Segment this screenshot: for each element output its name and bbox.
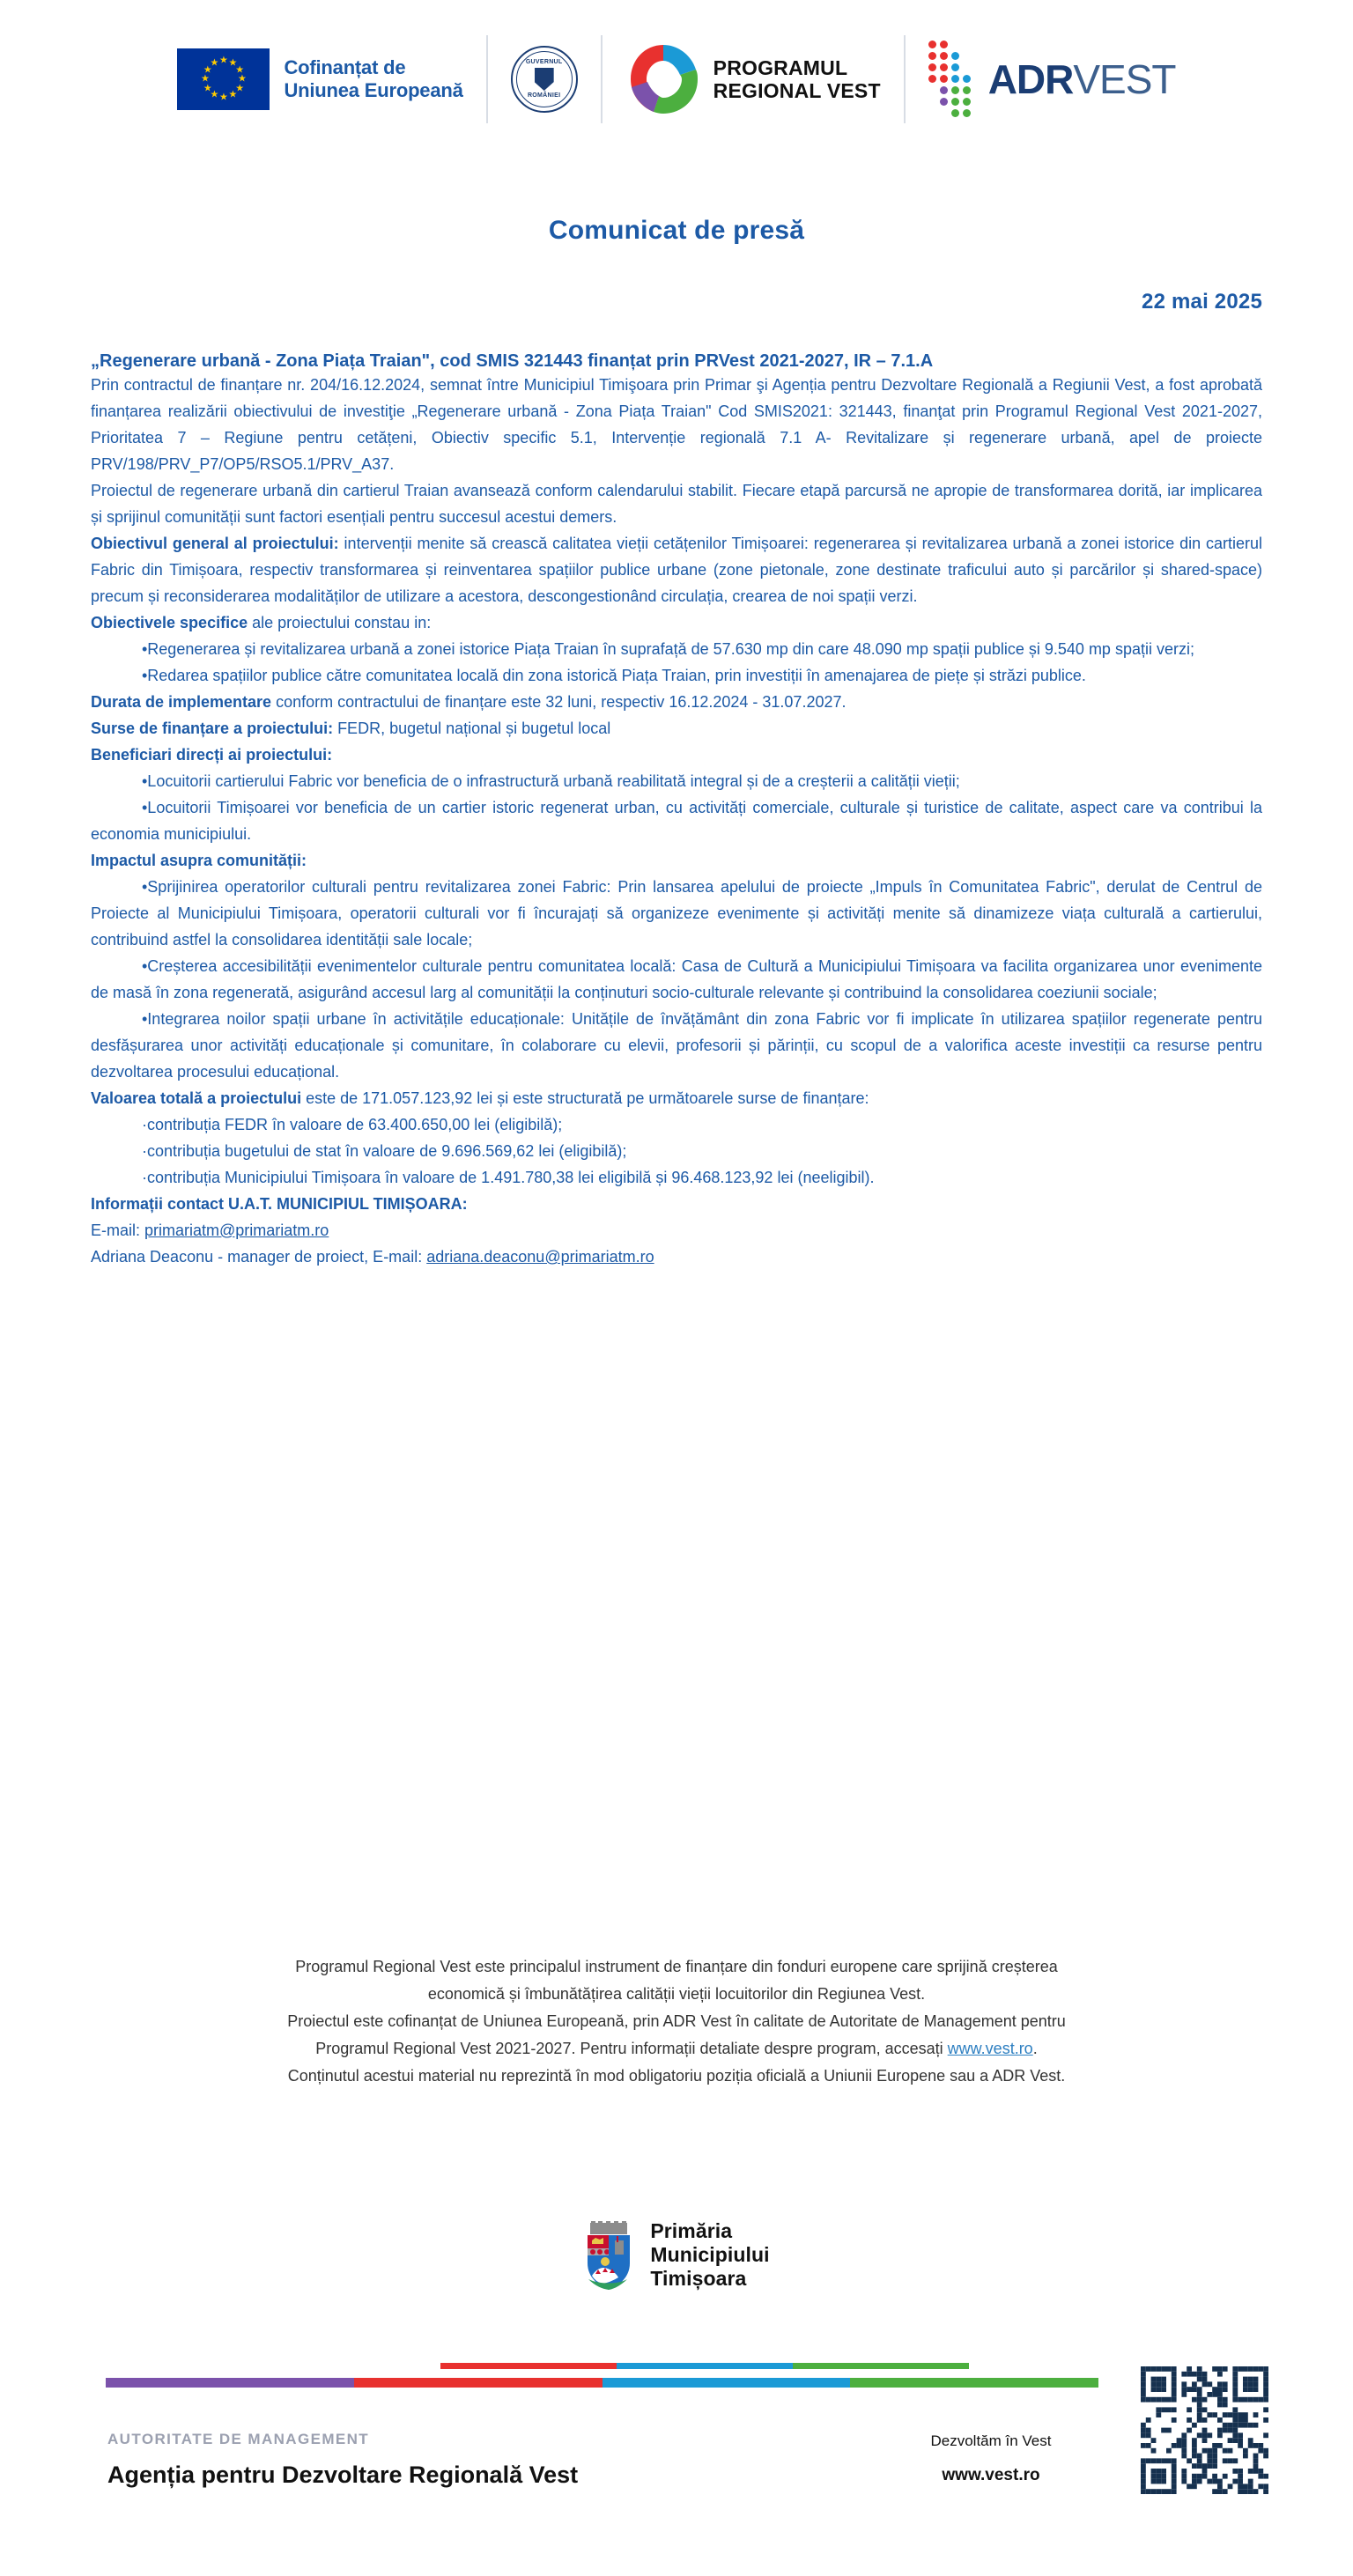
disclaimer-line-3: Proiectul este cofinanțat de Uniunea Europeană, prin ADR Vest în calitate de Autoritate de Management pentru (287, 2012, 1066, 2030)
primaria-timisoara-logo (0, 2219, 1353, 2291)
section-obiectiv-general (91, 530, 1262, 609)
band-tm-blue (617, 2363, 793, 2369)
eu-star-icon: ★ (203, 83, 212, 93)
eu-star-icon: ★ (219, 55, 228, 66)
eu-star-icon: ★ (210, 57, 219, 69)
footer-bar-red (354, 2378, 603, 2388)
durata-lead: Durata de implementare (91, 693, 272, 711)
authority-label: AUTORITATE DE MANAGEMENT (107, 2431, 370, 2447)
eu-star-icon: ★ (228, 57, 238, 69)
eu-star-icon: ★ (235, 83, 245, 93)
contact-email-label: E-mail: (91, 1222, 145, 1239)
disclaimer-line-4-text: Programul Regional Vest 2021-2027. Pentru informații detaliate despre program, accesați (315, 2040, 948, 2057)
eu-star-icon: ★ (201, 73, 210, 85)
disclaimer-block (91, 1953, 1262, 2090)
program-logo-regional: REGIONAL (713, 79, 827, 102)
program-logo-vest: VEST (826, 79, 881, 102)
disclaimer-line-5: Conținutul acestui material nu reprezintă în mod obligatoriu poziția oficială a Uniunii Europene sau a ADR Vest. (287, 2067, 1066, 2085)
impact-bullet-1: •Sprijinirea operatorilor culturali pentru revitalizarea zonei Fabric: Prin lansarea apelului de proiecte „Impuls în Comunitatea Fabric", derulat de Centrul de Proiecte al Municipiului Timișoara, operatorii culturali vor fi încurajați să organizeze evenimente și activități menite să dinamizeze viața culturală a cartierului, contribuind astfel la consolidarea identității sale locale; (91, 878, 1262, 948)
eu-star-icon: ★ (203, 64, 212, 75)
eu-star-icon: ★ (219, 92, 228, 103)
disclaimer-line-1: Programul Regional Vest este principalul instrument de finanțare din fonduri europene care sprijină creșterea (295, 1958, 1058, 1975)
footer-website: www.vest.ro (942, 2466, 1040, 2484)
beneficiari-bullet-1: •Locuitorii cartierului Fabric vor beneficia de o infrastructură urbană reabilitată integral și de a creșterii a calității vieții; (142, 772, 960, 790)
section-beneficiari-header: Beneficiari direcți ai proiectului: (91, 746, 333, 764)
obiective-specifice-bullet-1: •Regenerarea și revitalizarea urbană a zonei istorice Piața Traian în suprafață de 57.630 mp din care 48.090 mp spații publice și 9.540 mp spații verzi; (142, 640, 1194, 658)
eu-star-icon: ★ (238, 73, 247, 85)
durata-text: conform contractului de finanțare este 32 luni, respectiv 16.12.2024 - 31.07.2027. (271, 693, 847, 711)
press-release-date: 22 mai 2025 (1142, 290, 1262, 314)
section-durata (91, 689, 1262, 715)
obiective-specifice-text: ale proiectului constau in: (248, 614, 432, 631)
contact-manager-line (91, 1244, 1262, 1270)
band-tm-red (440, 2363, 617, 2369)
contact-manager-email-link[interactable]: adriana.deaconu@primariatm.ro (426, 1248, 654, 1266)
footer-slogan: Dezvoltăm în Vest (930, 2432, 1052, 2449)
section-valoare (91, 1085, 1262, 1111)
disclaimer-line-4 (91, 2035, 1262, 2063)
paragraph-contract: Prin contractul de finanțare nr. 204/16.12.2024, semnat între Municipiul Timişoara prin Primar şi Agenția pentru Dezvoltare Regională a Regiunii Vest, a fost aprobată finanțarea realizării obiectivului de investiţie „Regenerare urbană - Zona Piața Traian" Cod SMIS2021: 321443, finanţat prin Programul Regional Vest 2021-2027, Prioritatea 7 – Regiune pentru cetățeni, Obiectiv specific 5.1, Intervenție regională 7.1 A- Revitalizare și regenerare urbană, apel de proiecte PRV/198/PRV_P7/OP5/RSO5.1/PRV_A37. (91, 376, 1262, 473)
eu-star-icon: ★ (210, 89, 219, 100)
contact-header: Informații contact U.A.T. MUNICIPIUL TIMIȘOARA: (91, 1195, 468, 1213)
primaria-line-3: Timișoara (650, 2267, 747, 2290)
vest-website-link[interactable]: www.vest.ro (947, 2040, 1033, 2057)
surse-text: FEDR, bugetul național și bugetul local (333, 720, 611, 737)
primaria-text-block (650, 2219, 769, 2291)
authority-name: Agenția pentru Dezvoltare Regională Vest (107, 2462, 579, 2488)
contact-email-line (91, 1217, 1262, 1244)
section-obiective-specifice-header (91, 609, 1262, 636)
obiectiv-general-text: intervenții menite să crească calitatea vieții cetățenilor Timișoarei: regenerarea și revitalizarea urbană a zonei istorice din cartierul Fabric din Timișoara, respectiv transformarea și reinventarea spațiilor publice urbane (zone pietonale, zone destinate traficului auto și parcărilor și shared-space) precum și reconsiderarea modalităților de utilizare a acestora, descongestionând circulația, crearea de noi spații verzi. (91, 535, 1262, 605)
footer-bar-green (850, 2378, 1098, 2388)
section-surse (91, 715, 1262, 742)
valoare-bullet-3: ·contribuția Municipiului Timișoara în valoare de 1.491.780,38 lei eligibilă și 96.468.123,92 lei (neeligibil). (142, 1169, 875, 1186)
eu-star-icon: ★ (235, 64, 245, 75)
adr-logo-light: VEST (1073, 56, 1176, 102)
obiectiv-general-lead: Obiectivul general al proiectului: (91, 535, 339, 552)
beneficiari-bullet-2: •Locuitorii Timișoarei vor beneficia de un cartier istoric regenerat urban, cu activități comerciale, culturale și turistice de calitate, aspect care va contribui la economia municipiului. (91, 799, 1262, 843)
eu-star-icon: ★ (228, 89, 238, 100)
disclaimer-line-2: economică și îmbunătățirea calității vieții locuitorilor din Regiunea Vest. (427, 1985, 926, 2003)
disclaimer-line-4-end: . (1032, 2040, 1038, 2057)
band-tm-green (793, 2363, 969, 2369)
contact-email-link[interactable]: primariatm@primariatm.ro (144, 1222, 329, 1239)
footer-bar-blue (603, 2378, 851, 2388)
valoare-bullet-1: ·contribuția FEDR în valoare de 63.400.650,00 lei (eligibilă); (142, 1116, 563, 1133)
eu-logo-line2: Uniunea Europeană (284, 79, 463, 101)
impact-bullet-2: •Creșterea accesibilității evenimentelor culturale pentru comunitatea locală: Casa de Cultură a Municipiului Timișoara va facilita organizarea unor evenimente de masă în zona regenerată, asigurând accesul larg al comunității la conținuturi socio-culturale relevante și contribuind la consolidarea coeziunii sociale; (91, 957, 1262, 1001)
qr-code-icon[interactable] (1141, 2366, 1268, 2494)
timisoara-color-band (440, 2363, 969, 2369)
adr-logo-bold: ADR (987, 56, 1074, 102)
obiective-specifice-bullet-2: •Redarea spațiilor publice către comunitatea locală din zona istorică Piața Traian, prin investiții în amenajarea de piețe și străzi publice. (142, 667, 1086, 684)
program-logo-line1: PROGRAMUL (713, 56, 848, 79)
document-body (91, 0, 1262, 1270)
page-title: Comunicat de presă (548, 216, 805, 245)
section-impact-header: Impactul asupra comunității: (91, 852, 307, 869)
eu-logo-line1: Cofinanțat de (284, 56, 406, 78)
impact-bullet-3: •Integrarea noilor spații urbane în activitățile educaționale: Unitățile de învățământ din zona Fabric vor fi implicate în utilizarea spațiilor regenerate pentru desfășurarea unor activități educaționale și comunitare, în colaborare cu elevii, profesorii și părinții, cu scopul de a valorifica aceste investiții ca resurse pentru dezvoltarea procesului educațional. (91, 1010, 1262, 1081)
gov-seal-top-text: GUVERNUL (525, 59, 563, 65)
paragraph-progress: Proiectul de regenerare urbană din cartierul Traian avansează conform calendarului stabilit. Fiecare etapă parcursă ne apropie de transformarea dorită, iar implicarea și sprijinul comunității sunt factori esențiali pentru succesul acestui demers. (91, 482, 1262, 526)
obiective-specifice-lead: Obiectivele specifice (91, 614, 248, 631)
footer-bar-purple (106, 2378, 354, 2388)
timisoara-coat-of-arms-icon (583, 2221, 634, 2290)
gov-seal-bottom-text: ROMÂNIEI (527, 92, 561, 99)
contact-manager-label: Adriana Deaconu - manager de proiect, E-mail: (91, 1248, 427, 1266)
footer-color-bar (106, 2378, 1098, 2388)
primaria-line-1: Primăria (650, 2219, 733, 2242)
project-subtitle: „Regenerare urbană - Zona Piața Traian", cod SMIS 321443 finanțat prin PRVest 2021-2027, IR – 7.1.A (91, 351, 934, 371)
valoare-bullet-2: ·contribuția bugetului de stat în valoare de 9.696.569,62 lei (eligibilă); (142, 1142, 627, 1160)
primaria-line-2: Municipiului (650, 2243, 770, 2266)
surse-lead: Surse de finanțare a proiectului: (91, 720, 334, 737)
valoare-lead: Valoarea totală a proiectului (91, 1089, 302, 1107)
valoare-text: este de 171.057.123,92 lei și este structurată pe următoarele surse de finanțare: (301, 1089, 869, 1107)
